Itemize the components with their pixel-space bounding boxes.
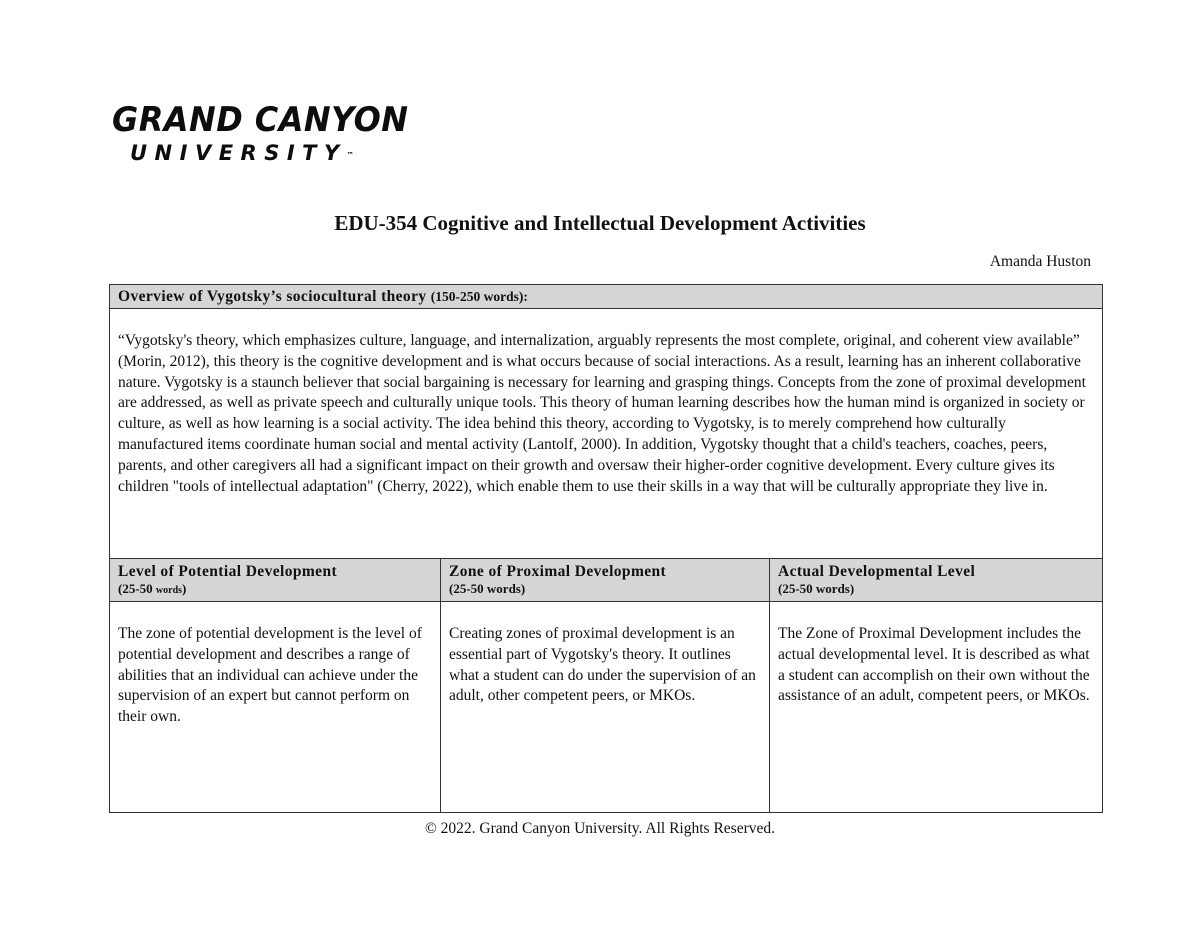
column-header-potential — [110, 559, 441, 602]
column-body-actual: The Zone of Proximal Development includes the actual developmental level. It is described as what a student can accomplish on their own without the assistance of an adult, competent peers, or MKOs. — [770, 602, 1103, 813]
column-word-limit — [118, 581, 432, 599]
overview-body-cell — [110, 309, 1103, 559]
column-word-limit: (25-50 words) — [778, 581, 855, 596]
logo-university-word: UNIVERSITY — [130, 141, 347, 165]
author-name: Amanda Huston — [989, 253, 1091, 270]
column-body-zone: Creating zones of proximal development is an essential part of Vygotsky's theory. It outlines what a student can do under the supervision of an adult, other competent peers, or MKOs. — [441, 602, 770, 813]
logo-text-university — [130, 140, 432, 166]
overview-header-cell — [110, 285, 1103, 309]
column-header-actual — [770, 559, 1103, 602]
word-limit-close: ) — [182, 581, 187, 596]
trademark-symbol: ™ — [346, 151, 354, 159]
word-limit-range: (25-50 — [118, 581, 156, 596]
university-logo — [112, 100, 432, 166]
column-title: Zone of Proximal Development — [449, 563, 667, 580]
columns-body-row — [110, 602, 1103, 813]
column-title: Level of Potential Development — [118, 563, 338, 580]
page-title: EDU-354 Cognitive and Intellectual Development Activities — [334, 211, 866, 235]
columns-header-row — [110, 559, 1103, 602]
word-limit-unit: words — [155, 585, 183, 596]
overview-body-row — [110, 309, 1103, 559]
overview-heading: Overview of Vygotsky’s sociocultural theory — [118, 288, 427, 305]
column-header-zone — [441, 559, 770, 602]
logo-text-grand-canyon: GRAND CANYON — [112, 100, 409, 140]
column-body-potential: The zone of potential development is the level of potential development and describes a range of abilities that an individual can achieve under the supervision of an expert but cannot perform on their own. — [110, 602, 441, 813]
overview-header-row — [110, 285, 1103, 309]
column-title: Actual Developmental Level — [778, 563, 976, 580]
overview-word-limit: (150-250 words): — [430, 289, 528, 304]
overview-text: “Vygotsky's theory, which emphasizes culture, language, and internalization, arguably represents the most complete, original, and coherent view available” (Morin, 2012), this theory is the cognitive development and is what occurs because of social interactions. As a result, learning has an inherent collaborative nature. Vygotsky is a staunch believer that social bargaining is necessary for learning and grasping things. Concepts from the zone of proximal development are addressed, as well as private speech and culturally unique tools. This theory of human learning describes how the human mind is organized in society or culture, as well as how learning is a social activity. The idea behind this theory, according to Vygotsky, is to merely comprehend how culturally manufactured items coordinate human social and mental activity (Lantolf, 2000). In addition, Vygotsky thought that a child's teachers, coaches, peers, parents, and other caregivers all had a significant impact on their growth and oversaw their higher-order cognitive development. Every culture gives its children "tools of intellectual adaptation" (Cherry, 2022), which enable them to use their skills in a way that will be culturally appropriate they live in. — [118, 332, 1086, 495]
column-word-limit: (25-50 words) — [449, 581, 526, 596]
copyright-footer: © 2022. Grand Canyon University. All Rights Reserved. — [424, 820, 775, 837]
activity-table — [109, 284, 1103, 813]
